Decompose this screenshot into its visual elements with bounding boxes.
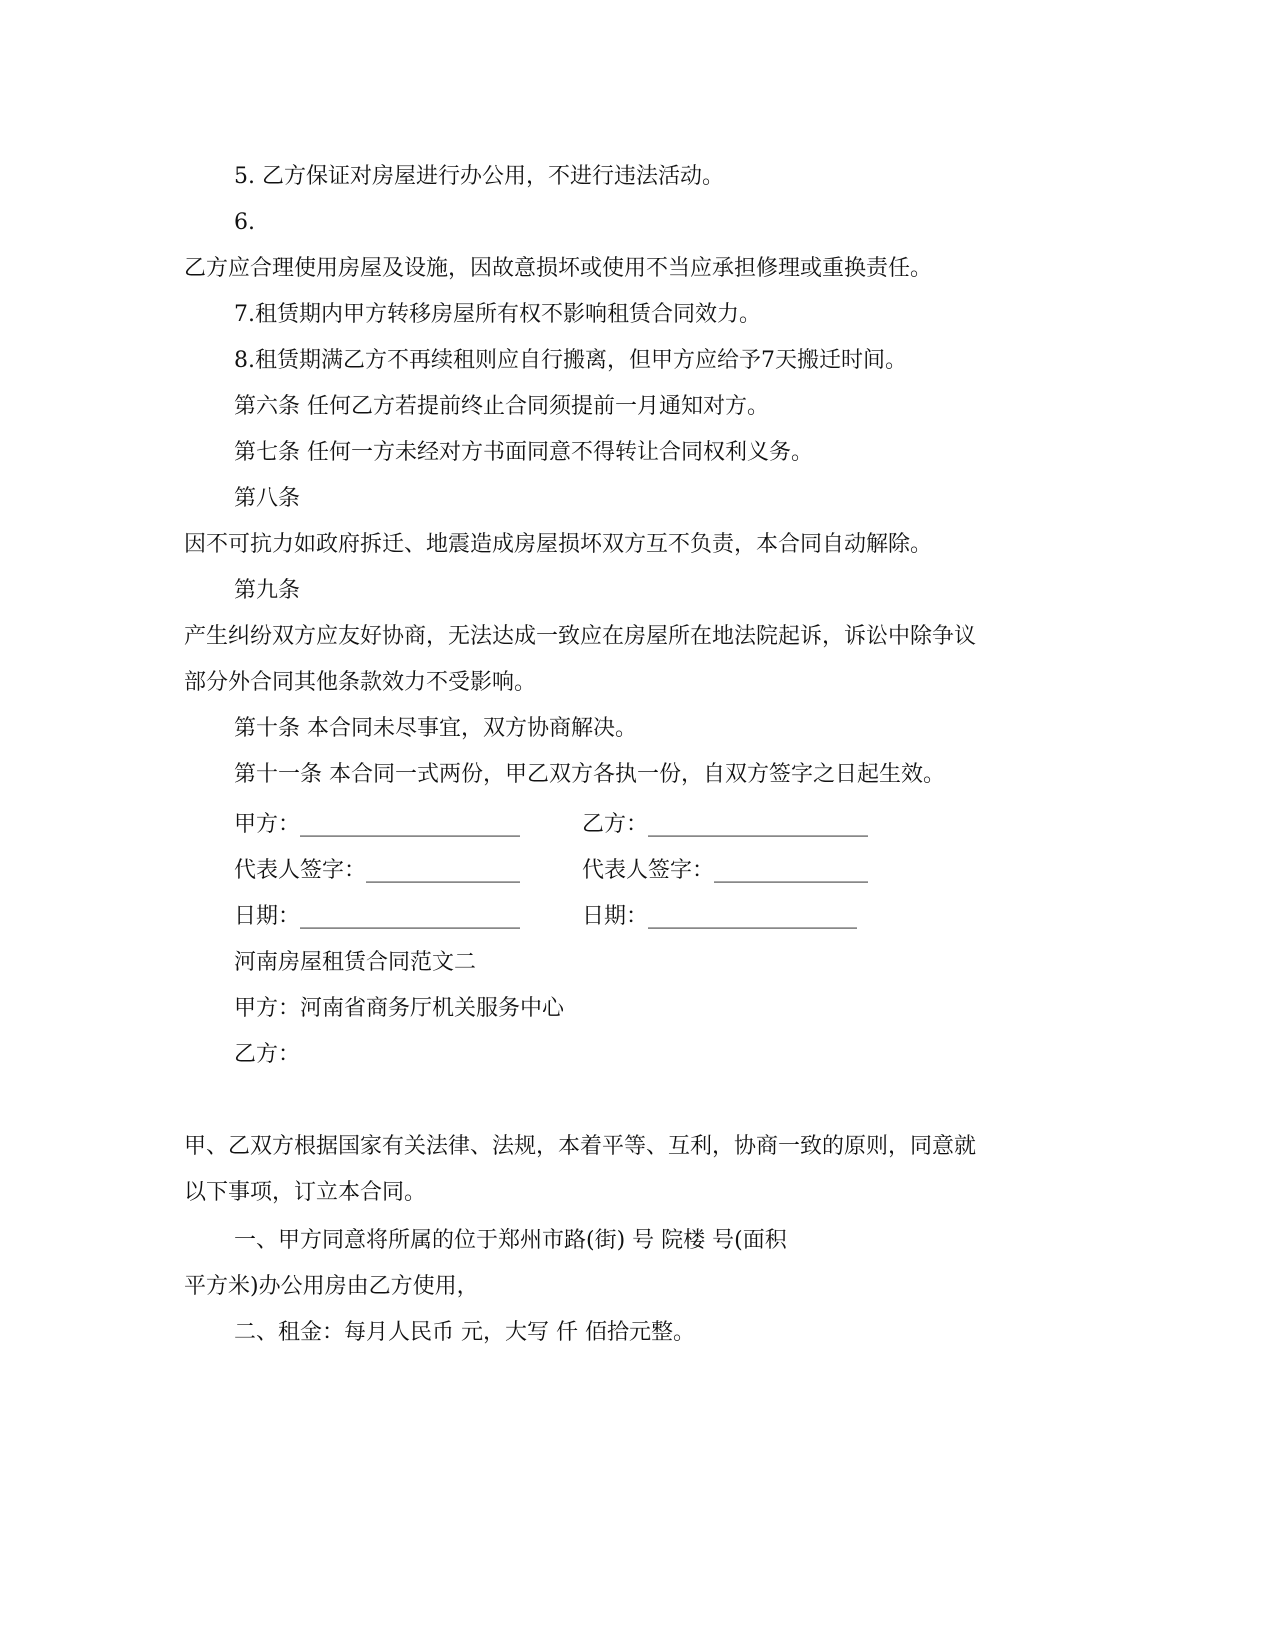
party-b-representative-field: 代表人签字：______________ — [582, 858, 869, 883]
article-9-text-1: 产生纠纷双方应友好协商，无法达成一致应在房屋所在地法院起诉，诉讼中除争议 — [184, 624, 977, 649]
preamble-2: 以下事项，订立本合同。 — [184, 1180, 427, 1205]
item-2-rent: 二、租金：每月人民币 元，大写 仟 佰拾元整。 — [234, 1320, 695, 1345]
article-8-text: 因不可抗力如政府拆迁、地震造成房屋损坏双方互不负责，本合同自动解除。 — [184, 532, 933, 557]
article-10: 第十条 本合同未尽事宜，双方协商解决。 — [234, 716, 637, 741]
clause-6-text: 乙方应合理使用房屋及设施，因故意损坏或使用不当应承担修理或重换责任。 — [184, 256, 933, 281]
article-8-heading: 第八条 — [234, 486, 301, 511]
item-1-line-2: 平方米)办公用房由乙方使用， — [184, 1274, 479, 1299]
party-a-date-field: 日期：____________________ — [234, 904, 521, 929]
clause-5: 5. 乙方保证对房屋进行办公用，不进行违法活动。 — [234, 164, 724, 189]
article-9-heading: 第九条 — [234, 578, 301, 603]
clause-8: 8.租赁期满乙方不再续租则应自行搬离，但甲方应给予7天搬迁时间。 — [234, 348, 907, 373]
party-b-name: 乙方： — [234, 1042, 301, 1067]
preamble-1: 甲、乙双方根据国家有关法律、法规，本着平等、互利，协商一致的原则，同意就 — [184, 1134, 977, 1159]
item-1-line-1: 一、甲方同意将所属的位于郑州市路(街) 号 院楼 号(面积 — [234, 1228, 787, 1253]
party-a-signature-field: 甲方：____________________ — [234, 812, 521, 837]
article-9-text-2: 部分外合同其他条款效力不受影响。 — [184, 670, 537, 695]
party-b-signature-field: 乙方：____________________ — [582, 812, 869, 837]
party-b-date-field: 日期：___________________ — [582, 904, 858, 929]
clause-7: 7.租赁期内甲方转移房屋所有权不影响租赁合同效力。 — [234, 302, 761, 327]
sample-two-title: 河南房屋租赁合同范文二 — [234, 950, 477, 975]
party-a-name: 甲方：河南省商务厅机关服务中心 — [234, 996, 565, 1021]
article-7: 第七条 任何一方未经对方书面同意不得转让合同权利义务。 — [234, 440, 813, 465]
article-11: 第十一条 本合同一式两份，甲乙双方各执一份，自双方签字之日起生效。 — [234, 762, 945, 787]
party-a-representative-field: 代表人签字：______________ — [234, 858, 521, 883]
clause-6-number: 6. — [234, 210, 255, 235]
article-6: 第六条 任何乙方若提前终止合同须提前一月通知对方。 — [234, 394, 769, 419]
